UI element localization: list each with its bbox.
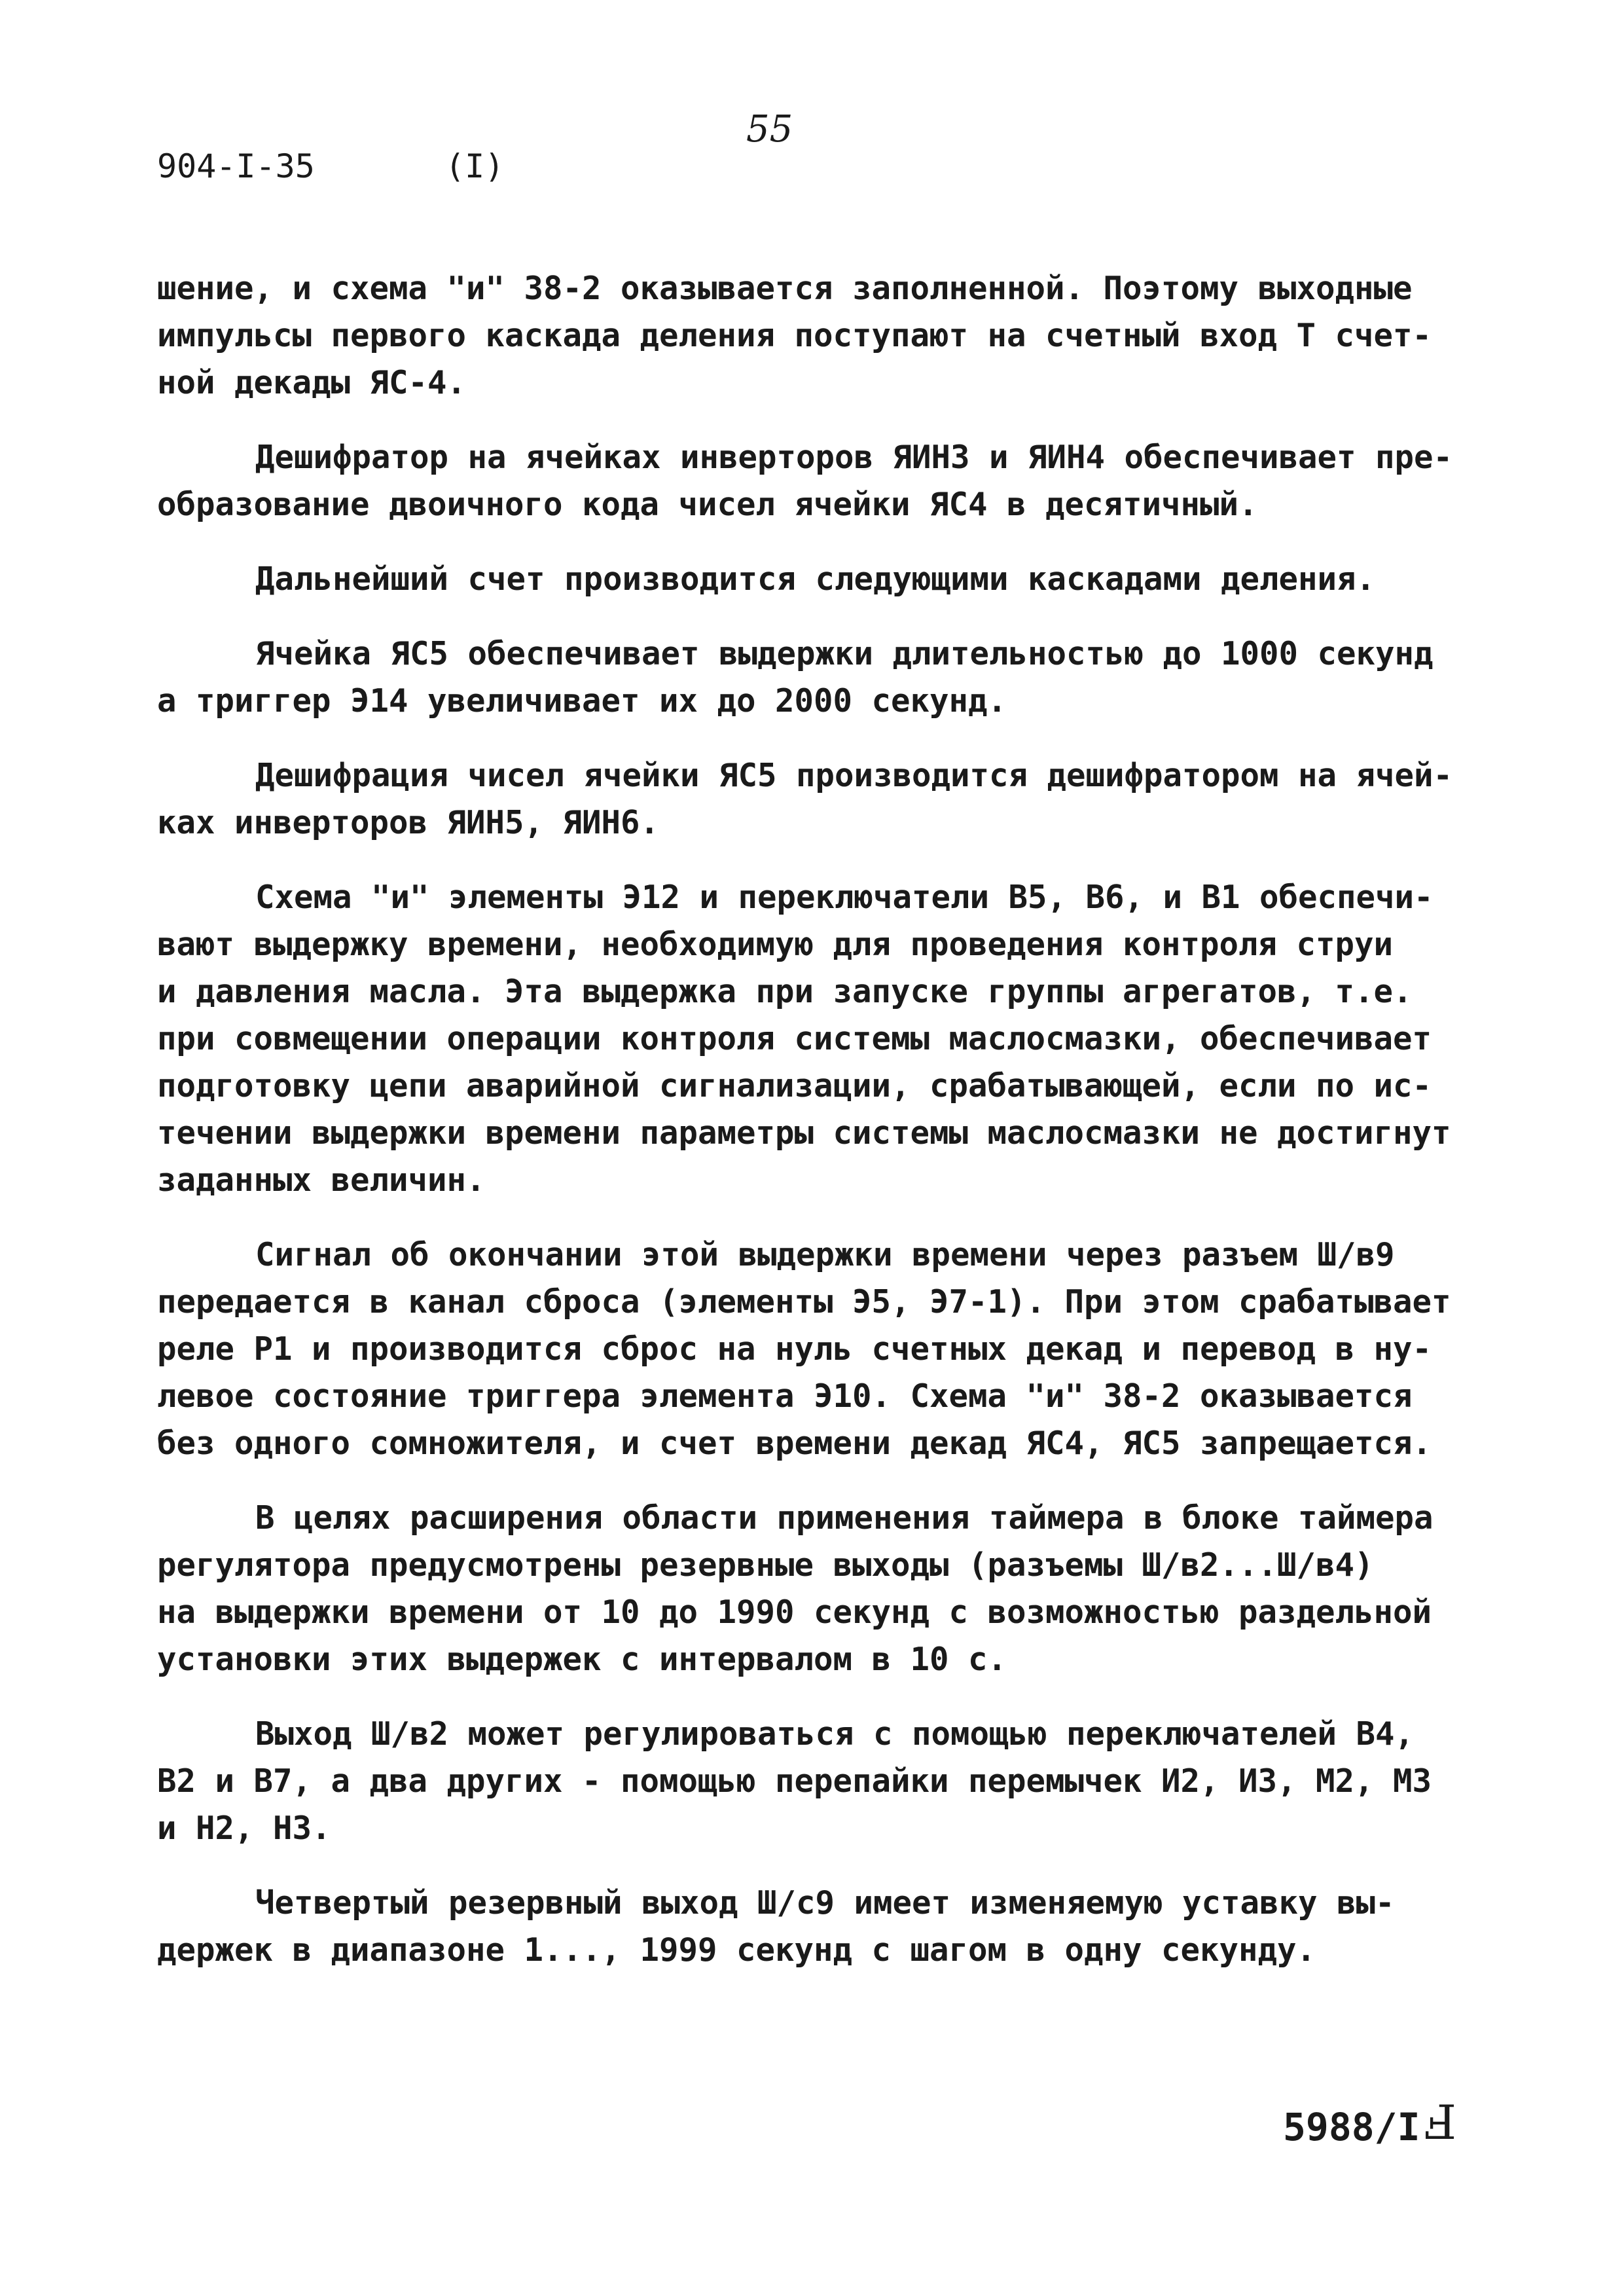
- text-line: Схема "и" элементы Э12 и переключатели В5, В6, и В1 обеспечи-: [255, 879, 1434, 916]
- text-line: без одного сомножителя, и счет времени декад ЯС4, ЯС5 запрещается.: [157, 1425, 1432, 1462]
- text-line: реле Р1 и производится сброс на нуль счетных декад и перевод в ну-: [157, 1330, 1432, 1368]
- text-line: образование двоичного кода чисел ячейки ЯС4 в десятичный.: [157, 486, 1258, 523]
- document-code: 904-I-35: [157, 147, 315, 185]
- text-line: Дешифратор на ячейках инверторов ЯИН3 и ЯИН4 обеспечивает пре-: [255, 439, 1453, 476]
- text-line: Выход Ш/в2 может регулироваться с помощью переключателей В4,: [255, 1715, 1415, 1753]
- text-line: держек в диапазоне 1..., 1999 секунд с шагом в одну секунду.: [157, 1931, 1316, 1969]
- text-line: Ячейка ЯС5 обеспечивает выдержки длительностью до 1000 секунд: [255, 635, 1434, 672]
- page-number: 55: [746, 108, 793, 151]
- text-line: на выдержки времени от 10 до 1990 секунд с возможностью раздельной: [157, 1594, 1432, 1631]
- text-line: регулятора предусмотрены резервные выходы (разъемы Ш/в2...Ш/в4): [157, 1546, 1374, 1584]
- paragraph-2: [157, 434, 1479, 528]
- text-line: течении выдержки времени параметры системы маслосмазки не достигнут: [157, 1114, 1451, 1152]
- paragraph-6: [157, 874, 1479, 1204]
- text-line: В целях расширения области применения таймера в блоке таймера: [255, 1499, 1434, 1537]
- signature-mark: Ⅎ: [1424, 2095, 1456, 2150]
- text-line: заданных величин.: [157, 1161, 486, 1199]
- text-line: Сигнал об окончании этой выдержки времени через разъем Ш/в9: [255, 1236, 1395, 1273]
- text-line: Дальнейший счет производится следующими каскадами деления.: [255, 560, 1376, 598]
- paragraph-5: [157, 752, 1479, 847]
- text-line: импульсы первого каскада деления поступают на счетный вход Т счет-: [157, 317, 1432, 354]
- text-line: В2 и В7, а два других - помощью перепайки перемычек И2, И3, М2, М3: [157, 1762, 1432, 1800]
- text-line: подготовку цепи аварийной сигнализации, срабатывающей, если по ис-: [157, 1067, 1432, 1104]
- paragraph-1: [157, 265, 1479, 407]
- text-line: и давления масла. Эта выдержка при запуске группы агрегатов, т.е.: [157, 973, 1413, 1010]
- paragraph-3: [157, 556, 1479, 603]
- text-line: Четвертый резервный выход Ш/с9 имеет изменяемую уставку вы-: [255, 1884, 1395, 1922]
- text-line: вают выдержку времени, необходимую для проведения контроля струи: [157, 926, 1394, 963]
- archive-stamp: 5988/I: [1283, 2105, 1420, 2149]
- document-body: [157, 265, 1479, 2001]
- paragraph-9: [157, 1711, 1479, 1852]
- text-line: а триггер Э14 увеличивает их до 2000 секунд.: [157, 682, 1007, 720]
- text-line: передается в канал сброса (элементы Э5, Э7-1). При этом срабатывает: [157, 1283, 1451, 1321]
- text-line: при совмещении операции контроля системы маслосмазки, обеспечивает: [157, 1020, 1432, 1057]
- paragraph-10: [157, 1880, 1479, 1974]
- paragraph-8: [157, 1495, 1479, 1683]
- sheet-number: (I): [445, 147, 505, 185]
- text-line: и Н2, Н3.: [157, 1810, 331, 1847]
- text-line: Дешифрация чисел ячейки ЯС5 производится дешифратором на ячей-: [255, 757, 1453, 794]
- text-line: установки этих выдержек с интервалом в 10 с.: [157, 1641, 1007, 1678]
- text-line: левое состояние триггера элемента Э10. Схема "и" 38-2 оказывается: [157, 1377, 1413, 1415]
- text-line: ках инверторов ЯИН5, ЯИН6.: [157, 804, 660, 841]
- paragraph-7: [157, 1231, 1479, 1467]
- text-line: шение, и схема "и" 38-2 оказывается заполненной. Поэтому выходные: [157, 270, 1413, 307]
- text-line: ной декады ЯС-4.: [157, 364, 467, 401]
- paragraph-4: [157, 630, 1479, 725]
